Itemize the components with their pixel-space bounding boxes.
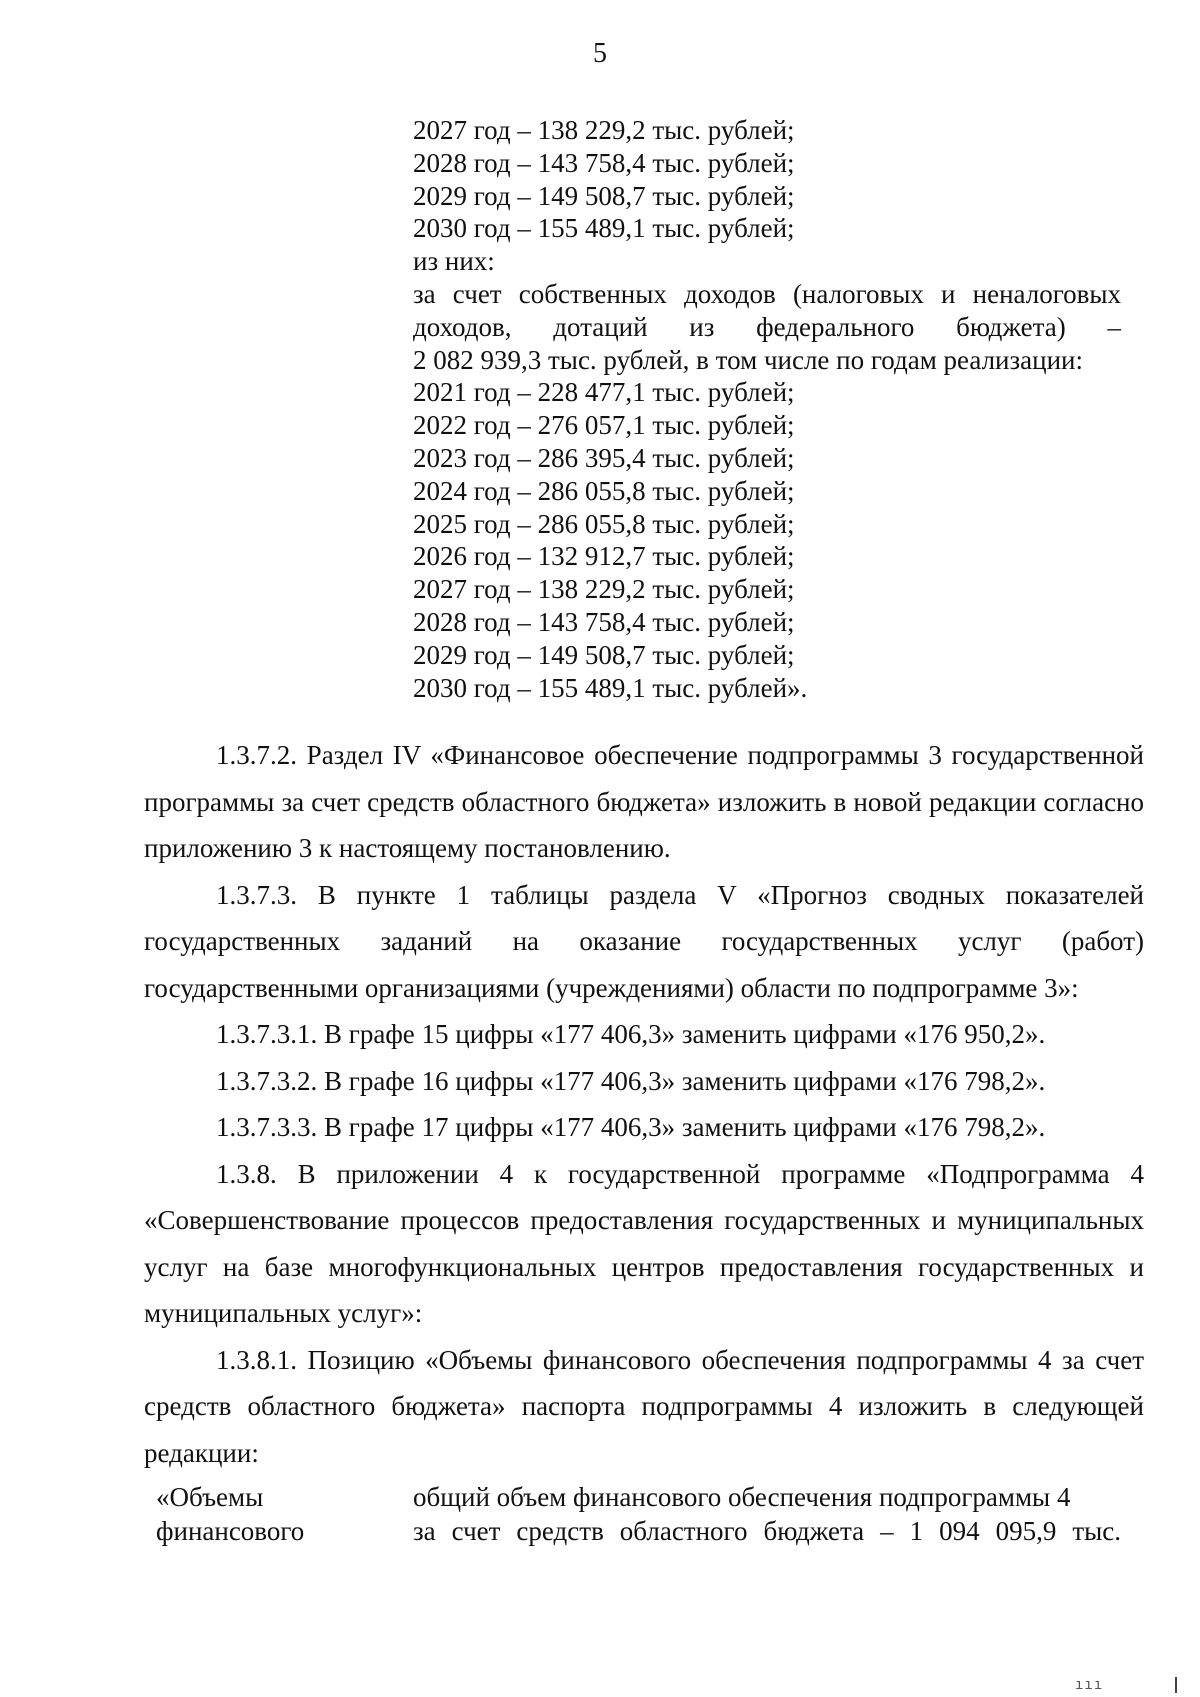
paragraph-1-3-8-1: 1.3.8.1. Позицию «Объемы финансового обеспечения подпрограммы 4 за счет средств областного бюджета» паспорта подпрограммы 4 изложить в следующей редакции: — [144, 1344, 1144, 1468]
year-line: 2027 год – 138 229,2 тыс. рублей; — [413, 574, 795, 605]
paragraph-1-3-7-2: 1.3.7.2. Раздел IV «Финансовое обеспечение подпрограммы 3 государственной программы за счет средств областного бюджета» изложить в новой редакции согласно приложению 3 к настоящему постановлению. — [144, 740, 1144, 863]
year-line: 2027 год – 138 229,2 тыс. рублей; — [413, 115, 795, 145]
year-line: 2025 год – 286 055,8 тыс. рублей; — [413, 508, 795, 539]
paragraph-1-3-8: 1.3.8. В приложении 4 к государственной программе «Подпрограмма 4 «Совершенствование процессов предоставления государственных и муниципальных услуг на базе многофункциональных центров предоставления государственных и муниципальных услуг»: — [144, 1158, 1144, 1328]
paragraph-1-3-7-3-1: 1.3.7.3.1. В графе 15 цифры «177 406,3» заменить цифрами «176 950,2». — [216, 1019, 1046, 1049]
year-line: 2030 год – 155 489,1 тыс. рублей; — [413, 213, 795, 244]
own-revenue-total: 2 082 939,3 тыс. рублей, в том числе по годам реализации: — [413, 344, 1084, 375]
year-line: 2028 год – 143 758,4 тыс. рублей; — [413, 606, 795, 637]
table-label-line: финансового — [156, 1516, 305, 1546]
paragraph-1-3-7-3: 1.3.7.3. В пункте 1 таблицы раздела V «Прогноз сводных показателей государственных заданий на оказание государственных услуг (работ) государственными организациями (учреждениями) области по подпрограмме 3»: — [144, 879, 1144, 1003]
year-line: 2022 год – 276 057,1 тыс. рублей; — [413, 410, 795, 441]
passport-table — [156, 1480, 1121, 1548]
year-line: 2028 год – 143 758,4 тыс. рублей; — [413, 147, 795, 178]
year-line: 2029 год – 149 508,7 тыс. рублей; — [413, 639, 795, 670]
table-label-line: «Объемы — [156, 1482, 264, 1512]
year-line: 2024 год – 286 055,8 тыс. рублей; — [413, 475, 795, 506]
year-line: 2029 год – 149 508,7 тыс. рублей; — [413, 180, 795, 211]
table-value-line: общий объем финансового обеспечения подпрограммы 4 — [413, 1482, 1071, 1512]
year-line: 2030 год – 155 489,1 тыс. рублей». — [413, 672, 808, 703]
paragraph-1-3-7-3-2: 1.3.7.3.2. В графе 16 цифры «177 406,3» заменить цифрами «176 798,2». — [216, 1065, 1046, 1096]
own-revenue-line: доходов, дотаций из федерального бюджета) – — [413, 311, 1121, 342]
paragraph-1-3-7-3-3: 1.3.7.3.3. В графе 17 цифры «177 406,3» заменить цифрами «176 798,2». — [216, 1112, 1046, 1142]
table-value-line: за счет средств областного бюджета – 1 094 095,9 тыс. — [413, 1516, 1121, 1546]
funding-years-block — [413, 114, 1121, 704]
subtotal-intro: из них: — [413, 246, 495, 277]
year-line: 2026 год – 132 912,7 тыс. рублей; — [413, 541, 795, 572]
document-body — [144, 732, 1144, 1476]
table-value-cell — [413, 1480, 1121, 1548]
scan-mark: ııı — [1075, 1677, 1104, 1693]
page-number: 5 — [593, 38, 607, 69]
scan-edge-mark — [1175, 1677, 1177, 1693]
table-label-cell — [156, 1480, 413, 1548]
year-line: 2021 год – 228 477,1 тыс. рублей; — [413, 377, 795, 408]
year-line: 2023 год – 286 395,4 тыс. рублей; — [413, 442, 795, 473]
own-revenue-line: за счет собственных доходов (налоговых и неналоговых — [413, 278, 1121, 309]
